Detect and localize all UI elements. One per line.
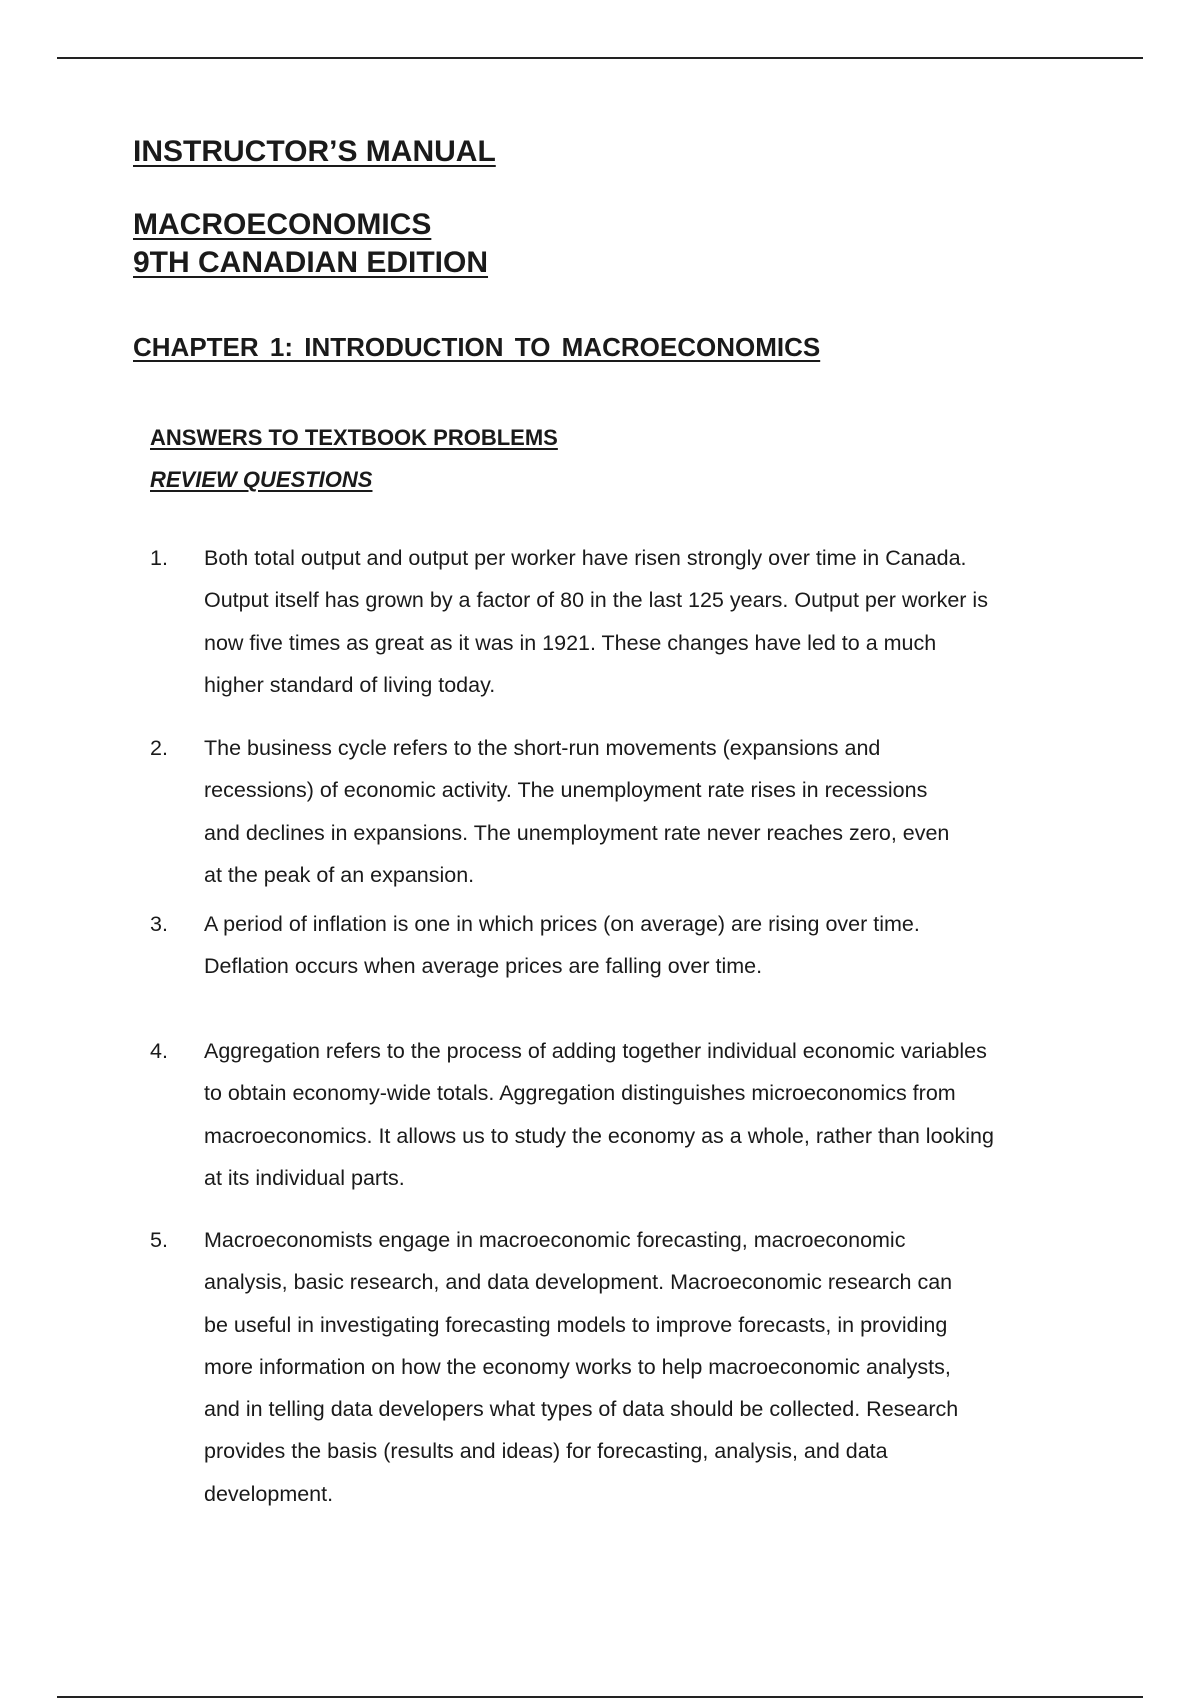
answer-line: A period of inflation is one in which prices (on average) are rising over time. [204,912,920,936]
answer-line: and in telling data developers what types of data should be collected. Research [204,1397,959,1422]
top-rule [57,57,1143,59]
answer-line: development. [204,1481,334,1506]
manual-title: INSTRUCTOR’S MANUAL [133,135,496,168]
bottom-rule [57,1696,1143,1698]
answer-line: provides the basis (results and ideas) for forecasting, analysis, and data [204,1439,888,1464]
answer-line: Both total output and output per worker have risen strongly over time in Canada. [204,546,967,570]
answer-line: macroeconomics. It allows us to study the economy as a whole, rather than looking [204,1123,994,1148]
answer-line: higher standard of living today. [204,672,496,697]
answer-line: now five times as great as it was in 1921. These changes have led to a much [204,630,937,655]
question-item [150,1030,1100,1199]
edition-title: 9TH CANADIAN EDITION [133,246,489,279]
chapter-title: CHAPTER 1: INTRODUCTION TO MACROECONOMICS [133,332,821,362]
answer-line: to obtain economy-wide totals. Aggregation distinguishes microeconomics from [204,1081,956,1106]
answer-line: Deflation occurs when average prices are falling over time. [204,954,763,979]
question-item [150,537,1100,706]
answer-line: at the peak of an expansion. [204,862,475,887]
answer-line: analysis, basic research, and data development. Macroeconomic research can [204,1270,953,1295]
question-number: 1. [150,546,168,570]
answer-line: Macroeconomists engage in macroeconomic forecasting, macroeconomic [204,1228,906,1252]
answer-line: and declines in expansions. The unemployment rate never reaches zero, even [204,820,950,845]
question-item [150,1219,1100,1515]
answer-line: be useful in investigating forecasting models to improve forecasts, in providing [204,1312,948,1337]
question-number: 5. [150,1228,168,1252]
answer-line: Aggregation refers to the process of adding together individual economic variables [204,1039,987,1063]
answer-line: The business cycle refers to the short-run movements (expansions and [204,736,881,760]
section-heading: ANSWERS TO TEXTBOOK PROBLEMS [150,425,558,450]
question-number: 4. [150,1039,168,1063]
book-title: MACROECONOMICS [133,208,432,241]
question-item [150,727,1100,896]
question-number: 3. [150,912,168,936]
question-item [150,903,1100,988]
section-subheading: REVIEW QUESTIONS [150,467,373,492]
answer-line: Output itself has grown by a factor of 80 in the last 125 years. Output per worker is [204,588,988,613]
answer-line: at its individual parts. [204,1165,405,1190]
answer-line: recessions) of economic activity. The unemployment rate rises in recessions [204,778,928,803]
answer-line: more information on how the economy works to help macroeconomic analysts, [204,1354,951,1379]
question-number: 2. [150,736,168,760]
